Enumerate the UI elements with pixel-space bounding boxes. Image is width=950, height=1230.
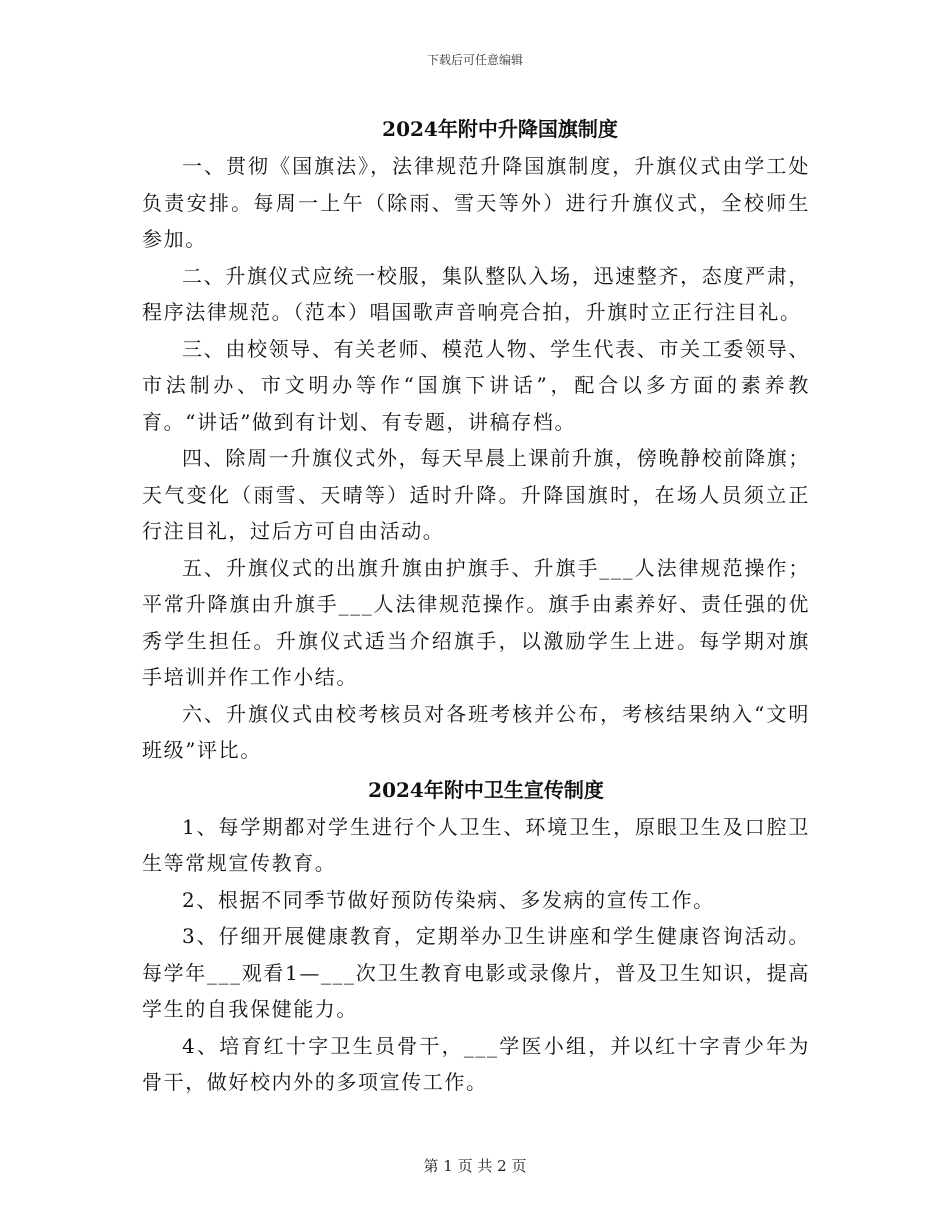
paragraph: 一、贯彻《国旗法》，法律规范升降国旗制度，升旗仪式由学工处负责安排。每周一上午（除雨、雪天等外）进行升旗仪式，全校师生参加。 [142, 154, 810, 251]
document-body [142, 110, 810, 1101]
paragraph: 2、根据不同季节做好预防传染病、多发病的宣传工作。 [182, 887, 715, 912]
page-header-note: 下载后可任意编辑 [426, 53, 523, 67]
paragraph: 六、升旗仪式由校考核员对各班考核并公布，考核结果纳入“文明班级”评比。 [142, 701, 810, 762]
section-title-flag: 2024年附中升降国旗制度 [382, 117, 618, 141]
section-title-hygiene: 2024年附中卫生宣传制度 [368, 777, 604, 802]
paragraph: 4、培育红十字卫生员骨干，___学医小组，并以红十字青少年为骨干，做好校内外的多项宣传工作。 [142, 1033, 810, 1094]
paragraph: 二、升旗仪式应统一校服，集队整队入场，迅速整齐，态度严肃，程序法律规范。（范本）唱国歌声音响亮合拍，升旗时立正行注目礼。 [142, 263, 810, 324]
paragraph: 3、仔细开展健康教育，定期举办卫生讲座和学生健康咨询活动。每学年___观看1—___次卫生教育电影或录像片，普及卫生知识，提高学生的自我保健能力。 [142, 924, 810, 1021]
paragraph: 1、每学期都对学生进行个人卫生、环境卫生，原眼卫生及口腔卫生等常规宣传教育。 [142, 814, 810, 875]
page-number: 第 1 页 共 2 页 [423, 1157, 527, 1175]
paragraph: 三、由校领导、有关老师、模范人物、学生代表、市关工委领导、市法制办、市文明办等作“国旗下讲话”，配合以多方面的素养教育。“讲话”做到有计划、有专题，讲稿存档。 [142, 336, 810, 434]
paragraph: 五、升旗仪式的出旗升旗由护旗手、升旗手___人法律规范操作；平常升降旗由升旗手___人法律规范操作。旗手由素养好、责任强的优秀学生担任。升旗仪式适当介绍旗手，以激励学生上进。每学期对旗手培训并作工作小结。 [142, 555, 810, 689]
paragraph: 四、除周一升旗仪式外，每天早晨上课前升旗，傍晚静校前降旗；天气变化（雨雪、天晴等）适时升降。升降国旗时，在场人员须立正行注目礼，过后方可自由活动。 [142, 446, 810, 543]
